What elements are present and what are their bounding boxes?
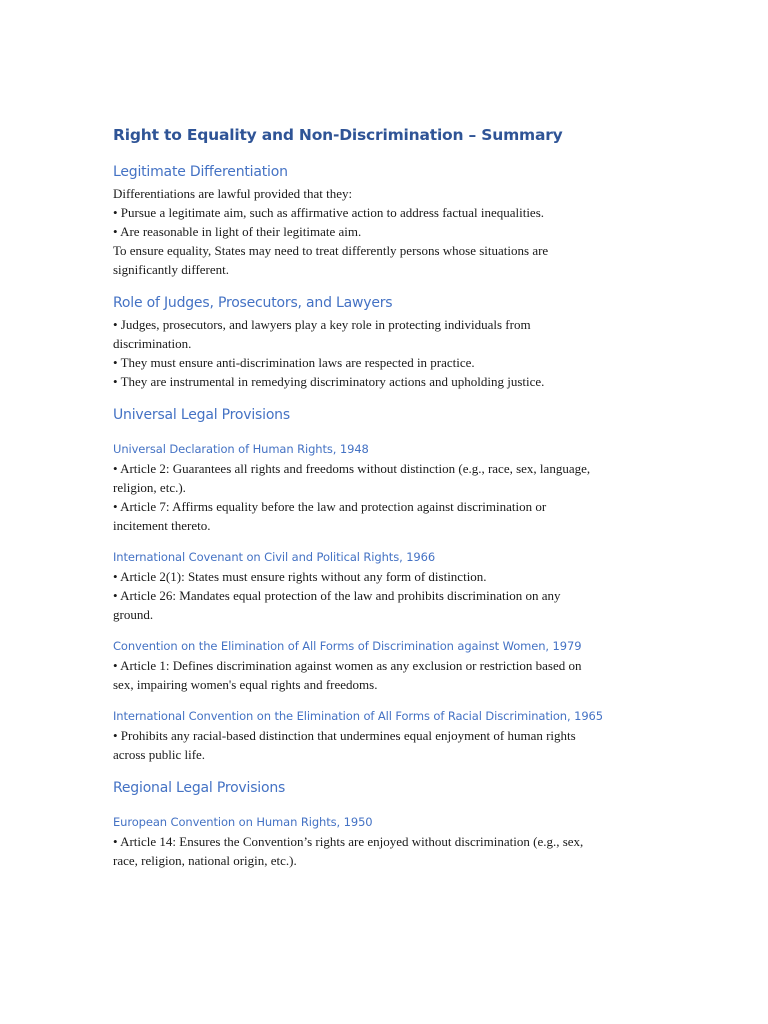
paragraph-line: across public life. [113,747,206,762]
paragraph-line: sex, impairing women's equal rights and freedoms. [113,677,378,692]
subsection-heading: International Covenant on Civil and Political Rights, 1966 [113,550,436,564]
section-heading: Role of Judges, Prosecutors, and Lawyers [113,295,393,311]
paragraph-line: ground. [113,607,154,622]
paragraph-line: race, religion, national origin, etc.). [113,853,297,868]
bullet-line: • Article 14: Ensures the Convention’s rights are enjoyed without discrimination (e.g., sex, [113,834,584,849]
document-body [113,122,653,870]
paragraph-line: discrimination. [113,336,192,351]
subsection-heading: Universal Declaration of Human Rights, 1948 [113,442,369,456]
paragraph-line: incitement thereto. [113,518,211,533]
bullet-line: • Judges, prosecutors, and lawyers play a key role in protecting individuals from [113,317,531,332]
bullet-line: • Are reasonable in light of their legitimate aim. [113,224,362,239]
bullet-line: • Article 7: Affirms equality before the law and protection against discrimination or [113,499,547,514]
section-heading: Legitimate Differentiation [113,164,288,180]
subsection-heading: Convention on the Elimination of All Forms of Discrimination against Women, 1979 [113,639,582,653]
bullet-line: • Article 26: Mandates equal protection of the law and prohibits discrimination on any [113,588,561,603]
subsection-heading: European Convention on Human Rights, 1950 [113,815,373,829]
section-heading: Regional Legal Provisions [113,780,286,796]
bullet-line: • Article 2: Guarantees all rights and freedoms without distinction (e.g., race, sex, language, [113,461,591,476]
subsection-heading: International Convention on the Elimination of All Forms of Racial Discrimination, 1965 [113,709,603,723]
bullet-line: • Article 2(1): States must ensure rights without any form of distinction. [113,569,487,584]
bullet-line: • Pursue a legitimate aim, such as affirmative action to address factual inequalities. [113,205,545,220]
bullet-line: • They are instrumental in remedying discriminatory actions and upholding justice. [113,374,545,389]
section-heading: Universal Legal Provisions [113,407,290,423]
paragraph-line: significantly different. [113,262,230,277]
paragraph-line: religion, etc.). [113,480,186,495]
bullet-line: • They must ensure anti-discrimination laws are respected in practice. [113,355,475,370]
bullet-line: • Article 1: Defines discrimination against women as any exclusion or restriction based on [113,658,582,673]
paragraph-line: To ensure equality, States may need to treat differently persons whose situations are [113,243,549,258]
document-title: Right to Equality and Non-Discrimination – Summary [113,126,563,144]
paragraph-line: Differentiations are lawful provided that they: [113,186,353,201]
bullet-line: • Prohibits any racial-based distinction that undermines equal enjoyment of human rights [113,728,576,743]
